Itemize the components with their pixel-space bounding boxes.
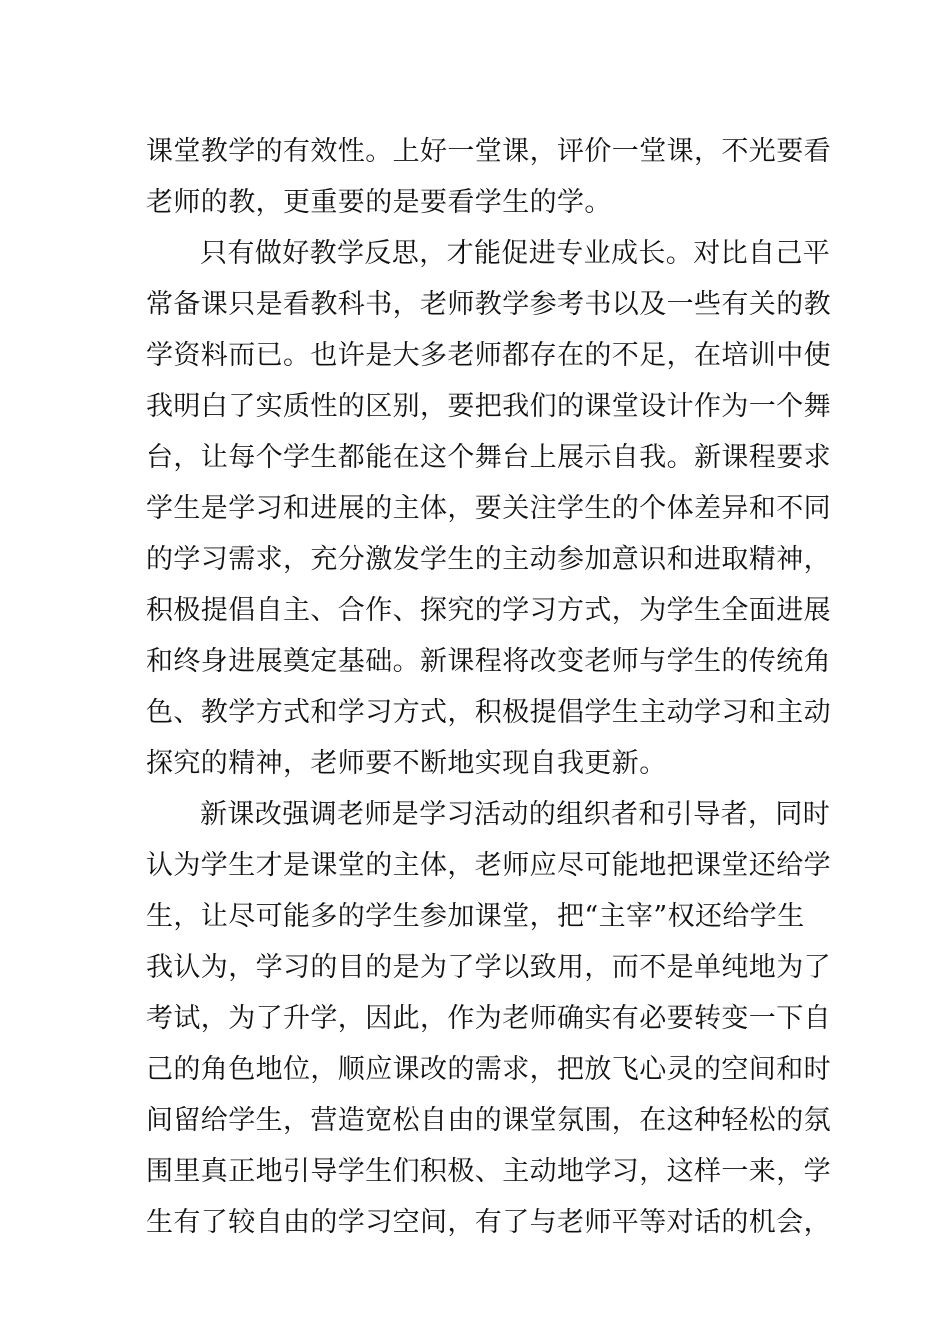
text-line: 色、教学方式和学习方式，积极提倡学生主动学习和主动 [146, 697, 831, 728]
text-line: 己的角色地位，顺应课改的需求，把放飞心灵的空间和时 [146, 1054, 831, 1085]
text-line: 学资料而已。也许是大多老师都存在的不足，在培训中使 [146, 340, 831, 371]
text-line: 只有做好教学反思，才能促进专业成长。对比自己平 [200, 238, 831, 269]
text-line: 认为学生才是课堂的主体，老师应尽可能地把课堂还给学 [146, 850, 831, 881]
paragraph-3 [146, 789, 831, 1248]
text-line: 新课改强调老师是学习活动的组织者和引导者，同时 [200, 799, 831, 830]
paragraph-1 [146, 126, 831, 228]
text-line: 学生是学习和进展的主体，要关注学生的个体差异和不同 [146, 493, 831, 524]
text-line: 探究的精神，老师要不断地实现自我更新。 [146, 748, 667, 779]
document-page [146, 126, 831, 1248]
text-line: 我认为，学习的目的是为了学以致用，而不是单纯地为了 [146, 952, 831, 983]
text-line: 生有了较自由的学习空间，有了与老师平等对话的机会， [146, 1207, 831, 1238]
text-line: 考试，为了升学，因此，作为老师确实有必要转变一下自 [146, 1003, 831, 1034]
text-line: 生，让尽可能多的学生参加课堂，把“主宰”权还给学生 [146, 901, 805, 932]
text-line: 围里真正地引导学生们积极、主动地学习，这样一来，学 [146, 1156, 831, 1187]
text-line: 的学习需求，充分激发学生的主动参加意识和进取精神， [146, 544, 831, 575]
text-line: 课堂教学的有效性。上好一堂课，评价一堂课，不光要看 [146, 136, 831, 167]
paragraph-2 [146, 228, 831, 789]
text-line: 积极提倡自主、合作、探究的学习方式，为学生全面进展 [146, 595, 831, 626]
text-line: 台，让每个学生都能在这个舞台上展示自我。新课程要求 [146, 442, 831, 473]
text-line: 间留给学生，营造宽松自由的课堂氛围，在这种轻松的氛 [146, 1105, 831, 1136]
text-line: 常备课只是看教科书，老师教学参考书以及一些有关的教 [146, 289, 831, 320]
text-line: 我明白了实质性的区别，要把我们的课堂设计作为一个舞 [146, 391, 831, 422]
text-line: 和终身进展奠定基础。新课程将改变老师与学生的传统角 [146, 646, 831, 677]
text-line: 老师的教，更重要的是要看学生的学。 [146, 187, 612, 218]
